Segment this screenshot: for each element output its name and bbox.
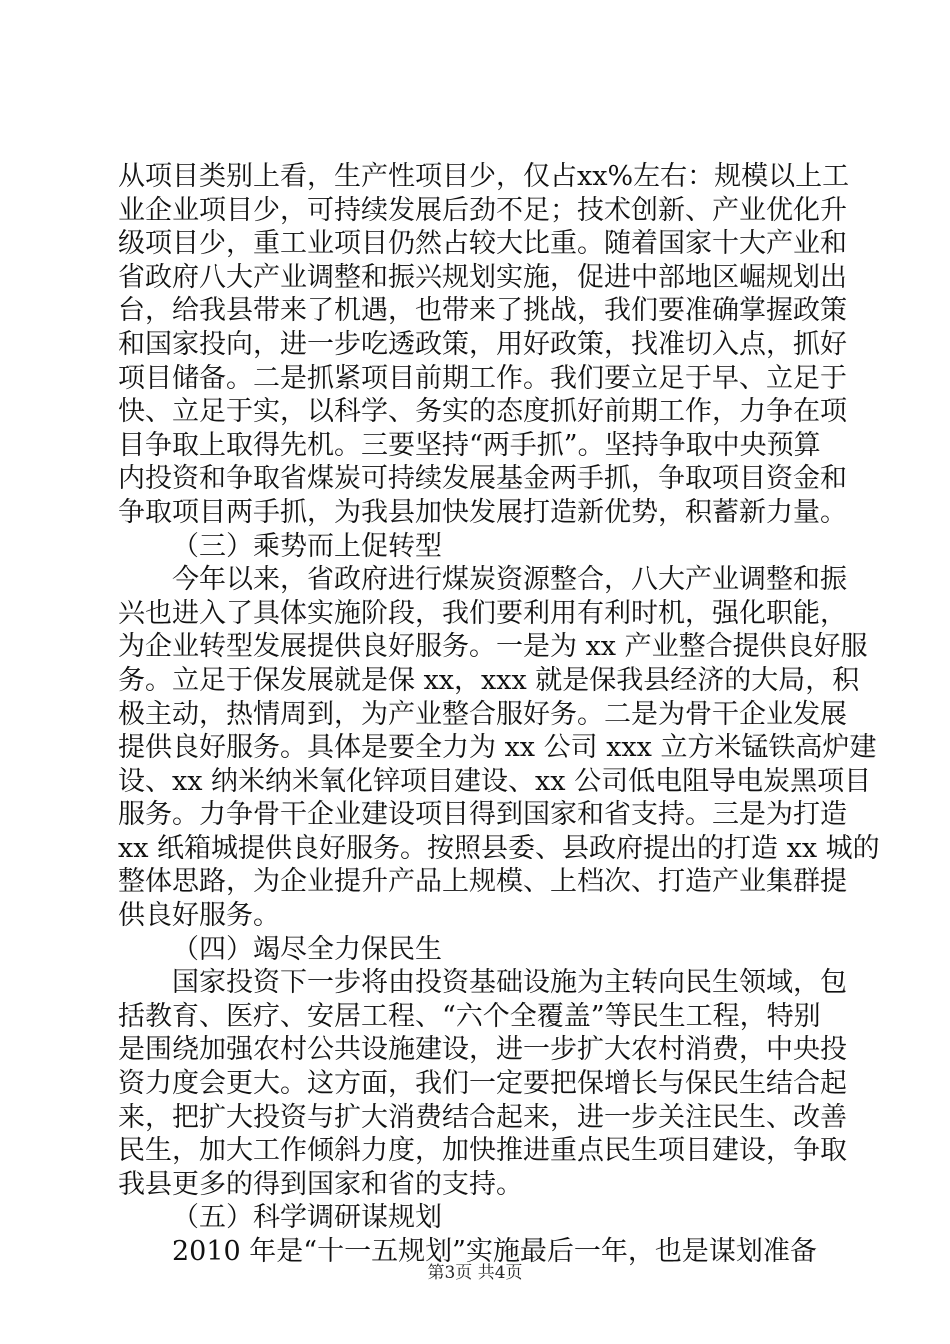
text-line: 是围绕加强农村公共设施建设，进一步扩大农村消费，中央投 [118,1034,847,1066]
section-heading: （三）乘势而上促转型 [172,530,442,562]
text-line: 项目储备。二是抓紧项目前期工作。我们要立足于早、立足于 [118,362,847,394]
text-line: 从项目类别上看，生产性项目少，仅占xx%左右：规模以上工 [118,161,850,192]
text-line: 括教育、医疗、安居工程、“六个全覆盖”等民生工程，特别 [118,1000,821,1032]
page-number-label: 第3页 共4页 [427,1263,523,1283]
text-line: 整体思路，为企业提升产品上规模、上档次、打造产业集群提 [118,866,847,898]
page-footer [0,1258,950,1283]
section-heading: （五）科学调研谋规划 [172,1202,442,1234]
text-line: 业企业项目少，可持续发展后劲不足；技术创新、产业优化升 [118,194,847,226]
text-line: 提供良好服务。具体是要全力为 xx 公司 xxx 立方米锰铁高炉建 [118,732,877,764]
text-line: 为企业转型发展提供良好服务。一是为 xx 产业整合提供良好服 [118,631,868,663]
section-heading: （四）竭尽全力保民生 [172,933,442,965]
text-line: 民生，加大工作倾斜力度，加快推进重点民生项目建设，争取 [118,1135,847,1167]
paragraph-first-line: 今年以来，省政府进行煤炭资源整合，八大产业调整和振 [172,564,847,596]
text-line: 台，给我县带来了机遇，也带来了挑战，我们要准确掌握政策 [118,295,847,327]
text-line: 服务。力争骨干企业建设项目得到国家和省支持。三是为打造 [118,799,847,831]
text-line: 目争取上取得先机。三要坚持“两手抓”。坚持争取中央预算 [118,429,821,461]
text-line: 省政府八大产业调整和振兴规划实施，促进中部地区崛规划出 [118,261,847,293]
text-line: 务。立足于保发展就是保 xx，xxx 就是保我县经济的大局，积 [118,664,860,696]
paragraph-first-line: 2010 年是“十一五规划”实施最后一年，也是谋划准备 [172,1236,817,1267]
text-line: 争取项目两手抓，为我县加快发展打造新优势，积蓄新力量。 [118,496,847,528]
text-line: 和国家投向，进一步吃透政策，用好政策，找准切入点，抓好 [118,328,847,360]
text-line: 来，把扩大投资与扩大消费结合起来，进一步关注民生、改善 [118,1101,847,1133]
text-line: 极主动，热情周到，为产业整合服好务。二是为骨干企业发展 [118,698,847,730]
text-line: 级项目少，重工业项目仍然占较大比重。随着国家十大产业和 [118,228,847,260]
text-line: 内投资和争取省煤炭可持续发展基金两手抓，争取项目资金和 [118,463,847,495]
text-line: 我县更多的得到国家和省的支持。 [118,1168,523,1200]
body-text [118,160,880,1269]
text-line: 兴也进入了具体实施阶段，我们要利用有利时机，强化职能， [118,597,847,629]
text-line: 快、立足于实，以科学、务实的态度抓好前期工作，力争在项 [118,396,847,428]
text-line: 供良好服务。 [118,900,280,932]
text-line: xx 纸箱城提供良好服务。按照县委、县政府提出的打造 xx 城的 [118,832,880,864]
text-line: 资力度会更大。这方面，我们一定要把保增长与保民生结合起 [118,1068,847,1100]
text-line: 设、xx 纳米纳米氧化锌项目建设、xx 公司低电阻导电炭黑项目 [118,765,872,797]
paragraph-first-line: 国家投资下一步将由投资基础设施为主转向民生领域，包 [172,967,847,999]
